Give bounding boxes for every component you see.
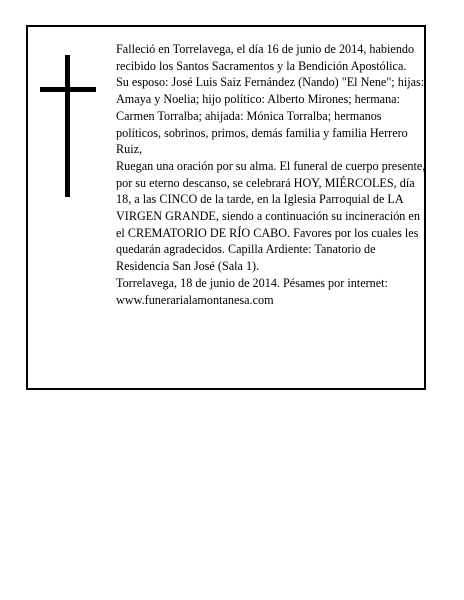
notice-body: [116, 41, 426, 308]
funeral-details: Ruegan una oración por su alma. El funeral de cuerpo presente, por su eterno descanso, se celebrará HOY, MIÉRCOLES, día 18, a las CINCO de la tarde, en la Iglesia Parroquial de LA VIRGEN GRANDE, siendo a continuación su incineración en el CREMATORIO DE RÍO CABO. Favores por los cuales les quedarán agradecidos. Capilla Ardiente: Tanatorio de Residencia San José (Sala 1).: [116, 158, 426, 274]
cross-icon: [40, 55, 96, 197]
family-list: Su esposo: José Luis Saiz Fernández (Nando) "El Nene"; hijas: Amaya y Noelia; hijo político: Alberto Mirones; hermana: Carmen Torralba; ahijada: Mónica Torralba; hermanos políticos, sobrinos, primos, demás familia y familia Herrero Ruiz,: [116, 75, 425, 157]
date-and-condolences: Torrelavega, 18 de junio de 2014. Pésames por internet: www.funerarialamontanesa.com: [116, 275, 388, 307]
death-announcement: Falleció en Torrelavega, el día 16 de junio de 2014, habiendo recibido los Santos Sacramentos y la Bendición Apostólica.: [116, 42, 415, 73]
cross-vertical-bar: [65, 55, 70, 197]
cross-horizontal-bar: [40, 87, 96, 92]
obituary-notice: [26, 25, 426, 390]
